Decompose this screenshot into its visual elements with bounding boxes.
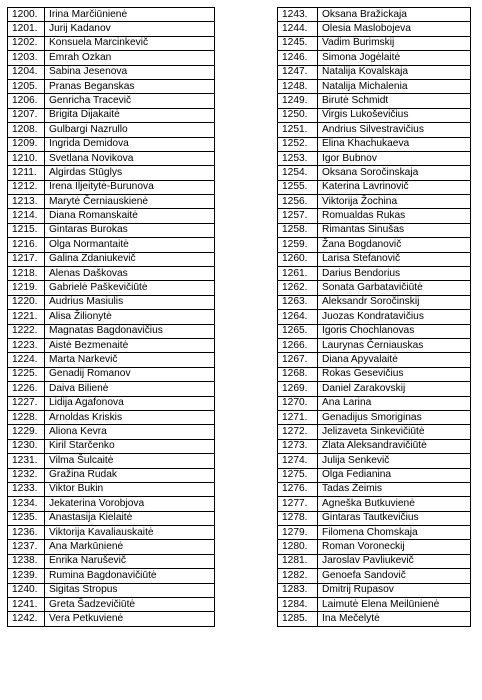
row-number: 1232. [8,468,45,482]
table-row [278,252,471,266]
row-number: 1240. [8,583,45,597]
person-name: Vilma Šulcaitė [45,454,215,468]
person-name: Jekaterina Vorobjova [45,497,215,511]
person-name: Enrika Naruševič [45,554,215,568]
person-name: Laurynas Černiauskas [318,338,471,352]
row-number: 1258. [278,223,318,237]
person-name: Olga Normantaitė [45,238,215,252]
table-row [278,526,471,540]
row-number: 1225. [8,367,45,381]
person-name: Roman Voroneckij [318,540,471,554]
table-row [278,180,471,194]
row-number: 1231. [8,454,45,468]
row-number: 1263. [278,295,318,309]
row-number: 1206. [8,94,45,108]
person-name: Zlata Aleksandravičiūtė [318,439,471,453]
names-table-right-body [278,8,471,627]
names-table-left [7,7,215,627]
person-name: Svetlana Novikova [45,151,215,165]
person-name: Ana Markūnienė [45,540,215,554]
row-number: 1227. [8,396,45,410]
table-row [8,511,215,525]
table-row [8,252,215,266]
person-name: Birutė Schmidt [318,94,471,108]
row-number: 1250. [278,108,318,122]
row-number: 1277. [278,497,318,511]
row-number: 1246. [278,51,318,65]
row-number: 1247. [278,65,318,79]
row-number: 1239. [8,569,45,583]
person-name: Pranas Beganskas [45,79,215,93]
row-number: 1266. [278,338,318,352]
table-row [278,554,471,568]
table-row [8,353,215,367]
row-number: 1243. [278,8,318,22]
table-row [278,482,471,496]
table-row [8,166,215,180]
row-number: 1207. [8,108,45,122]
table-row [8,22,215,36]
table-row [278,310,471,324]
row-number: 1269. [278,382,318,396]
person-name: Greta Šadzevičiūtė [45,598,215,612]
table-row [8,238,215,252]
row-number: 1203. [8,51,45,65]
row-number: 1255. [278,180,318,194]
row-number: 1229. [8,425,45,439]
row-number: 1281. [278,554,318,568]
person-name: Vadim Burimskij [318,36,471,50]
row-number: 1256. [278,195,318,209]
person-name: Arnoldas Kriskis [45,410,215,424]
row-number: 1233. [8,482,45,496]
row-number: 1248. [278,79,318,93]
person-name: Emrah Ozkan [45,51,215,65]
table-row [8,108,215,122]
person-name: Kiril Starčenko [45,439,215,453]
row-number: 1275. [278,468,318,482]
row-number: 1217. [8,252,45,266]
person-name: Genoefa Sandovič [318,569,471,583]
person-name: Laimutė Elena Meilūnienė [318,598,471,612]
row-number: 1224. [8,353,45,367]
table-row [278,137,471,151]
row-number: 1262. [278,281,318,295]
person-name: Alisa Žilionytė [45,310,215,324]
person-name: Virgis Lukoševičius [318,108,471,122]
person-name: Irena Iljeitytė-Burunova [45,180,215,194]
person-name: Aliona Kevra [45,425,215,439]
row-number: 1219. [8,281,45,295]
table-row [8,396,215,410]
table-row [8,295,215,309]
table-row [8,281,215,295]
row-number: 1253. [278,151,318,165]
row-number: 1270. [278,396,318,410]
person-name: Darius Bendorius [318,267,471,281]
row-number: 1267. [278,353,318,367]
row-number: 1274. [278,454,318,468]
row-number: 1238. [8,554,45,568]
row-number: 1260. [278,252,318,266]
person-name: Dmitrij Rupasov [318,583,471,597]
table-row [278,367,471,381]
row-number: 1268. [278,367,318,381]
person-name: Genadijus Smoriginas [318,410,471,424]
row-number: 1220. [8,295,45,309]
person-name: Natalija Michalenia [318,79,471,93]
table-row [8,36,215,50]
row-number: 1254. [278,166,318,180]
row-number: 1228. [8,410,45,424]
row-number: 1216. [8,238,45,252]
row-number: 1205. [8,79,45,93]
person-name: Igoris Chochlanovas [318,324,471,338]
row-number: 1214. [8,209,45,223]
table-row [8,8,215,22]
person-name: Aistė Bezmenaitė [45,338,215,352]
person-name: Žana Bogdanovič [318,238,471,252]
table-row [278,410,471,424]
person-name: Marta Narkevič [45,353,215,367]
person-name: Ana Larina [318,396,471,410]
row-number: 1279. [278,526,318,540]
person-name: Rimantas Sinušas [318,223,471,237]
row-number: 1241. [8,598,45,612]
row-number: 1273. [278,439,318,453]
person-name: Genricha Tracevič [45,94,215,108]
row-number: 1271. [278,410,318,424]
person-name: Diana Apyvalaitė [318,353,471,367]
row-number: 1245. [278,36,318,50]
table-row [8,583,215,597]
table-row [8,425,215,439]
row-number: 1244. [278,22,318,36]
person-name: Rumina Bagdonavičiūtė [45,569,215,583]
table-row [278,396,471,410]
row-number: 1200. [8,8,45,22]
row-number: 1259. [278,238,318,252]
table-row [8,180,215,194]
person-name: Anastasija Kielaitė [45,511,215,525]
table-row [278,583,471,597]
row-number: 1236. [8,526,45,540]
row-number: 1284. [278,598,318,612]
table-row [278,123,471,137]
person-name: Magnatas Bagdonavičius [45,324,215,338]
table-row [278,454,471,468]
row-number: 1235. [8,511,45,525]
row-number: 1251. [278,123,318,137]
row-number: 1285. [278,612,318,626]
person-name: Romualdas Rukas [318,209,471,223]
person-name: Elina Khachukaeva [318,137,471,151]
table-row [8,65,215,79]
row-number: 1226. [8,382,45,396]
table-row [8,497,215,511]
table-row [278,612,471,626]
table-row [8,382,215,396]
table-row [8,439,215,453]
table-row [278,151,471,165]
table-row [278,108,471,122]
table-row [278,65,471,79]
table-row [8,410,215,424]
person-name: Gintaras Burokas [45,223,215,237]
person-name: Katerina Lavrinovič [318,180,471,194]
table-row [278,22,471,36]
person-name: Jaroslav Pavliukevič [318,554,471,568]
row-number: 1210. [8,151,45,165]
table-row [8,324,215,338]
table-row [278,8,471,22]
row-number: 1221. [8,310,45,324]
table-row [278,51,471,65]
table-row [278,497,471,511]
table-row [278,598,471,612]
row-number: 1202. [8,36,45,50]
person-name: Daiva Bilienė [45,382,215,396]
table-row [8,338,215,352]
table-row [278,295,471,309]
person-name: Jelizaveta Sinkevičiūtė [318,425,471,439]
table-row [8,540,215,554]
table-row [278,195,471,209]
table-row [278,425,471,439]
names-table-left-body [8,8,215,627]
row-number: 1264. [278,310,318,324]
row-number: 1257. [278,209,318,223]
table-row [8,367,215,381]
row-number: 1261. [278,267,318,281]
person-name: Galina Zdaniukevič [45,252,215,266]
person-name: Diana Romanskaitė [45,209,215,223]
table-row [278,569,471,583]
row-number: 1249. [278,94,318,108]
person-name: Marytė Černiauskienė [45,195,215,209]
table-row [8,554,215,568]
table-row [8,151,215,165]
row-number: 1201. [8,22,45,36]
table-row [8,468,215,482]
row-number: 1230. [8,439,45,453]
table-row [8,209,215,223]
table-row [278,338,471,352]
row-number: 1280. [278,540,318,554]
person-name: Andrius Silvestravičius [318,123,471,137]
person-name: Agneška Butkuvienė [318,497,471,511]
table-row [278,94,471,108]
person-name: Alenas Daškovas [45,267,215,281]
person-name: Julija Senkevič [318,454,471,468]
table-row [278,36,471,50]
table-row [8,123,215,137]
table-row [8,94,215,108]
person-name: Ingrida Demidova [45,137,215,151]
table-row [8,267,215,281]
row-number: 1242. [8,612,45,626]
person-name: Sonata Garbatavičiūtė [318,281,471,295]
table-row [8,79,215,93]
table-row [8,454,215,468]
row-number: 1265. [278,324,318,338]
person-name: Algirdas Stūglys [45,166,215,180]
row-number: 1222. [8,324,45,338]
person-name: Natalija Kovalskaja [318,65,471,79]
table-row [8,598,215,612]
row-number: 1272. [278,425,318,439]
table-row [8,137,215,151]
person-name: Viktorija Kavaliauskaitė [45,526,215,540]
row-number: 1208. [8,123,45,137]
person-name: Larisa Stefanovič [318,252,471,266]
names-table-right [277,7,471,627]
table-row [278,166,471,180]
person-name: Gintaras Tautkevičius [318,511,471,525]
row-number: 1283. [278,583,318,597]
table-row [278,267,471,281]
person-name: Igor Bubnov [318,151,471,165]
table-row [8,195,215,209]
person-name: Gražina Rudak [45,468,215,482]
person-name: Oksana Bražickaja [318,8,471,22]
row-number: 1223. [8,338,45,352]
person-name: Rokas Gesevičius [318,367,471,381]
person-name: Konsuela Marcinkevič [45,36,215,50]
row-number: 1211. [8,166,45,180]
row-number: 1237. [8,540,45,554]
table-row [8,482,215,496]
row-number: 1234. [8,497,45,511]
row-number: 1278. [278,511,318,525]
person-name: Irina Marčiūnienė [45,8,215,22]
row-number: 1215. [8,223,45,237]
table-row [278,468,471,482]
person-name: Audrius Masiulis [45,295,215,309]
table-row [278,281,471,295]
table-row [8,526,215,540]
table-row [8,223,215,237]
person-name: Olga Fedianina [318,468,471,482]
person-name: Ina Mečelytė [318,612,471,626]
person-name: Olesia Maslobojeva [318,22,471,36]
person-name: Lidija Agafonova [45,396,215,410]
person-name: Genadij Romanov [45,367,215,381]
person-name: Tadas Žeimis [318,482,471,496]
row-number: 1218. [8,267,45,281]
table-row [8,310,215,324]
row-number: 1204. [8,65,45,79]
person-name: Gulbargi Nazrullo [45,123,215,137]
table-row [278,324,471,338]
table-row [8,569,215,583]
person-name: Sabina Jesenova [45,65,215,79]
person-name: Sigitas Stropus [45,583,215,597]
person-name: Brigita Dijakaitė [45,108,215,122]
table-row [278,209,471,223]
table-row [278,223,471,237]
table-row [8,612,215,626]
table-row [278,511,471,525]
row-number: 1209. [8,137,45,151]
table-row [278,79,471,93]
person-name: Filomena Chomskaja [318,526,471,540]
person-name: Simona Jogėlaitė [318,51,471,65]
table-row [278,439,471,453]
person-name: Viktorija Žochina [318,195,471,209]
table-row [278,238,471,252]
person-name: Oksana Soročinskaja [318,166,471,180]
row-number: 1276. [278,482,318,496]
row-number: 1212. [8,180,45,194]
row-number: 1282. [278,569,318,583]
table-row [278,382,471,396]
table-row [278,353,471,367]
person-name: Viktor Bukin [45,482,215,496]
person-name: Jurij Kadanov [45,22,215,36]
person-name: Juozas Kondratavičius [318,310,471,324]
person-name: Daniel Zarakovskij [318,382,471,396]
person-name: Vera Petkuvienė [45,612,215,626]
row-number: 1213. [8,195,45,209]
person-name: Aleksandr Soročinskij [318,295,471,309]
row-number: 1252. [278,137,318,151]
table-row [278,540,471,554]
table-row [8,51,215,65]
person-name: Gabrielė Paškevičiūtė [45,281,215,295]
